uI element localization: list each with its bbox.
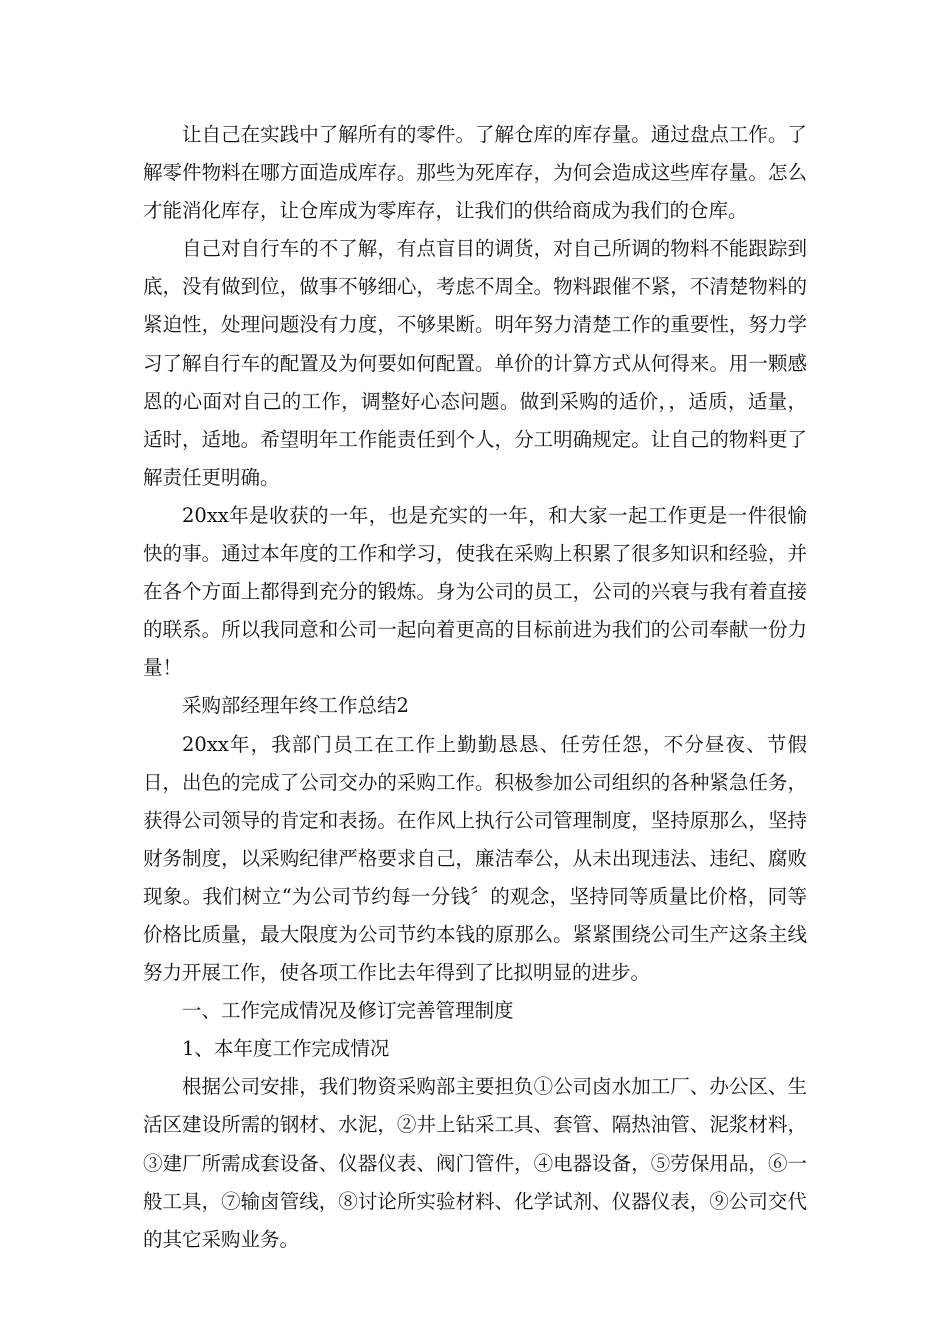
paragraph-department-work: 20xx年，我部门员工在工作上勤勤恳恳、任劳任怨，不分昼夜、节假日，出色的完成了公司交办的采购工作。积极参加公司组织的各种紧急任务，获得公司领导的肯定和表扬。在作风上执行公司管理制度，坚持原那么，坚持财务制度，以采购纪律严格要求自己，廉洁奉公，从未出现违法、违纪、腐败现象。我们树立“为公司节约每一分钱〞的观念，坚持同等质量比价格，同等价格比质量，最大限度为公司节约本钱的原那么。紧紧围绕公司生产这条主线努力开展工作，使各项工作比去年得到了比拟明显的进步。: [143, 732, 807, 985]
section-title: 采购部经理年终工作总结2: [182, 694, 409, 718]
paragraph-self-review: 自己对自行车的不了解，有点盲目的调货，对自己所调的物料不能跟踪到底，没有做到位，做事不够细心，考虑不周全。物料跟催不紧，不清楚物料的紧迫性，处理问题没有力度，不够果断。明年努力清楚工作的重要性，努力学习了解自行车的配置及为何要如何配置。单价的计算方式从何得来。用一颗感恩的心面对自己的工作，调整好心态问题。做到采购的适价，，适质，适量，适时，适地。希望明年工作能责任到个人，分工明确规定。让自己的物料更了解责任更明确。: [143, 237, 807, 489]
subsection-heading-1: 1、本年度工作完成情况: [182, 1037, 390, 1061]
paragraph-responsibilities: 根据公司安排，我们物资采购部主要担负①公司卤水加工厂、办公区、生活区建设所需的钢材、水泥，②井上钻采工具、套管、隔热油管、泥浆材料，③建厂所需成套设备、仪器仪表、阀门管件，④电器设备，⑤劳保用品，⑥一般工具，⑦输卤管线，⑧讨论所实验材料、化学试剂、仪器仪表，⑨公司交代的其它采购业务。: [143, 1075, 807, 1251]
document-body: [143, 116, 807, 1259]
section-heading-1: 一、工作完成情况及修订完善管理制度: [182, 999, 514, 1023]
paragraph-inventory: 让自己在实践中了解所有的零件。了解仓库的库存量。通过盘点工作。了解零件物料在哪方面造成库存。那些为死库存，为何会造成这些库存量。怎么才能消化库存，让仓库成为零库存，让我们的供给商成为我们的仓库。: [143, 123, 807, 223]
paragraph-year-summary: 20xx年是收获的一年，也是充实的一年，和大家一起工作更是一件很愉快的事。通过本年度的工作和学习，使我在采购上积累了很多知识和经验，并在各个方面上都得到充分的锻炼。身为公司的员工，公司的兴衰与我有着直接的联系。所以我同意和公司一起向着更高的目标前进为我们的公司奉献一份力量！: [143, 503, 807, 680]
